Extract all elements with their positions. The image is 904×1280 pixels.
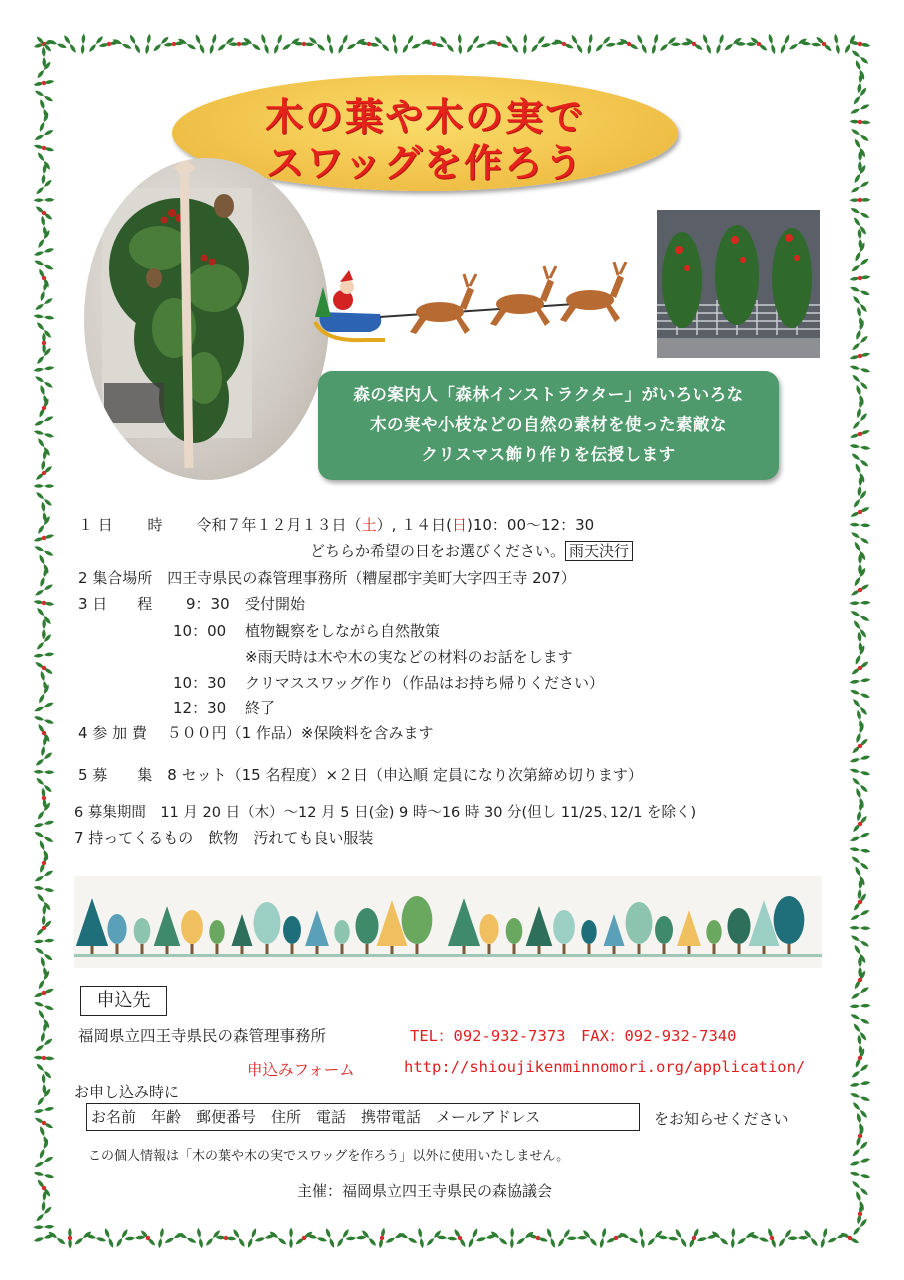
forest-illustration <box>74 876 822 968</box>
place-line: 2 集合場所 四王寺県民の森管理事務所（糟屋郡宇美町大字四王寺 207） <box>78 569 576 587</box>
schedule-time-1: 9：30 <box>186 595 230 613</box>
swag-photo <box>84 158 329 480</box>
date-mid: ）, １４日( <box>376 516 452 534</box>
period-line: 6 募集期間 11 月 20 日（木）～12 月 5 日(金) 9 時～16 時 30 分(但し 11/25､12/1 を除く) <box>74 805 697 821</box>
privacy-note: この個人情報は「木の葉や木の実でスワッグを作ろう」以外に使用いたしません。 <box>88 1149 570 1164</box>
schedule-text-4: クリマススワッグ作り（作品はお持ち帰りください） <box>245 674 604 692</box>
organizer: 主催：福岡県立四王寺県民の森協議会 <box>297 1182 553 1200</box>
when-apply: お申し込み時に <box>74 1083 180 1101</box>
schedule-text-2: 植物観察をしながら自然散策 <box>245 622 441 640</box>
title-line-2: スワッグを作ろう <box>265 141 585 185</box>
form-url-link[interactable]: http://shioujikenminnomori.org/application/ <box>404 1058 806 1076</box>
wreath-photo <box>657 210 820 358</box>
message-line-2: 木の実や小枝などの自然の素材を使った素敵な <box>370 415 727 434</box>
notify-text: をお知らせください <box>654 1110 789 1128</box>
apply-heading: 申込先 <box>80 986 167 1016</box>
schedule-text-1: 受付開始 <box>245 595 306 613</box>
fee-line: 4 参 加 費 ５００円（1 作品）※保険料を含みます <box>78 724 434 742</box>
date-note: どちらか希望の日をお選びください。 <box>310 542 566 560</box>
schedule-time-4: 10：30 <box>173 674 227 692</box>
title-line-1: 木の葉や木の実で <box>264 95 585 139</box>
date-label: １ 日 時 <box>78 516 163 534</box>
rain-notice: 雨天決行 <box>565 541 633 561</box>
bring-line: 7 持ってくるもの 飲物 汚れても良い服装 <box>74 829 374 847</box>
date-note-line <box>310 540 633 561</box>
schedule-text-3: ※雨天時は木や木の実などの材料のお話をします <box>245 648 573 666</box>
date-pre: 令和７年１２月１３日（ <box>196 516 362 534</box>
schedule-text-5: 終了 <box>245 699 276 717</box>
schedule-time-5: 12：30 <box>173 699 227 717</box>
santa-sleigh-illustration <box>305 262 635 352</box>
message-line-3: クリスマス飾り作りを伝授します <box>421 445 676 464</box>
recruit-line: 5 募 集 8 セット（15 名程度）×２日（申込順 定員になり次第締め切ります） <box>78 766 643 784</box>
schedule-label: 3 日 程 <box>78 595 153 613</box>
date-sunday: 日 <box>451 516 467 534</box>
required-fields-box: お名前 年齢 郵便番号 住所 電話 携帯電話 メールアドレス <box>86 1103 640 1131</box>
schedule-time-2: 10：00 <box>173 622 227 640</box>
message-line-1: 森の案内人「森林インストラクター」がいろいろな <box>353 385 744 404</box>
form-label: 申込みフォーム <box>247 1061 355 1079</box>
date-line <box>78 514 594 535</box>
date-post: )10：00～12：30 <box>466 516 595 534</box>
tel-fax: TEL：092-932-7373 FAX：092-932-7340 <box>410 1027 737 1045</box>
date-saturday: 土 <box>361 516 377 534</box>
office-name: 福岡県立四王寺県民の森管理事務所 <box>78 1027 327 1045</box>
